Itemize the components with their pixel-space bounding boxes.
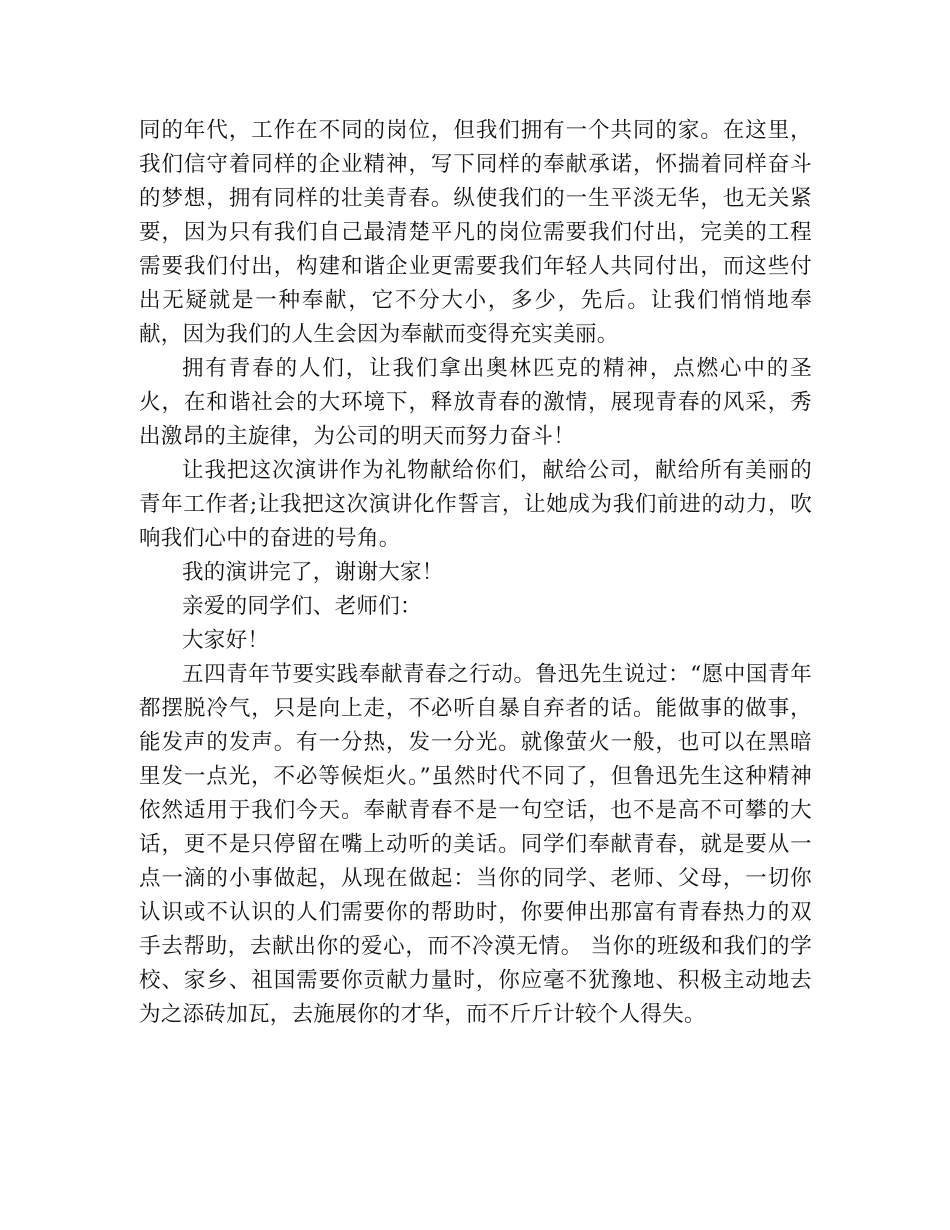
paragraph-speech-end: 我的演讲完了，谢谢大家！ bbox=[182, 560, 444, 585]
paragraph-continued: 同的年代，工作在不同的岗位，但我们拥有一个共同的家。在这里，我们信守着同样的企业精神，写下同样的奉献承诺，怀揣着同样奋斗的梦想，拥有同样的壮美青春。纵使我们的一生平淡无华，也无关紧要，因为只有我们自己最清楚平凡的岗位需要我们付出，完美的工程需要我们付出，构建和谐企业更需要我们年轻人共同付出，而这些付出无疑就是一种奉献，它不分大小，多少，先后。让我们悄悄地奉献，因为我们的人生会因为奉献而变得充实美丽。 bbox=[139, 118, 812, 347]
paragraph-speech-gift: 让我把这次演讲作为礼物献给你们，献给公司，献给所有美丽的青年工作者;让我把这次演讲化作誓言，让她成为我们前进的动力，吹响我们心中的奋进的号角。 bbox=[139, 458, 812, 551]
paragraph-may-fourth: 五四青年节要实践奉献青春之行动。鲁迅先生说过：“愿中国青年都摆脱冷气，只是向上走，不必听自暴自弃者的话。能做事的做事，能发声的发声。有一分热，发一分光。就像萤火一般，也可以在黑暗里发一点光，不必等候炬火。”虽然时代不同了，但鲁迅先生这种精神依然适用于我们今天。奉献青春不是一句空话，也不是高不可攀的大话，更不是只停留在嘴上动听的美话。同学们奉献青春，就是要从一点一滴的小事做起，从现在做起：当你的同学、老师、父母，一切你认识或不认识的人们需要你的帮助时，你要伸出那富有青春热力的双手去帮助，去献出你的爱心，而不冷漠无情。 当你的班级和我们的学校、家乡、祖国需要你贡献力量时，你应毫不犹豫地、积极主动地去为之添砖加瓦，去施展你的才华，而不斤斤计较个人得失。 bbox=[139, 662, 812, 1027]
paragraph-youth-spirit: 拥有青春的人们，让我们拿出奥林匹克的精神，点燃心中的圣火，在和谐社会的大环境下，释放青春的激情，展现青春的风采，秀出激昂的主旋律，为公司的明天而努力奋斗！ bbox=[139, 356, 812, 449]
paragraph-salutation: 亲爱的同学们、老师们： bbox=[182, 594, 422, 619]
document-body bbox=[139, 114, 812, 1032]
paragraph-greeting: 大家好！ bbox=[182, 628, 270, 653]
